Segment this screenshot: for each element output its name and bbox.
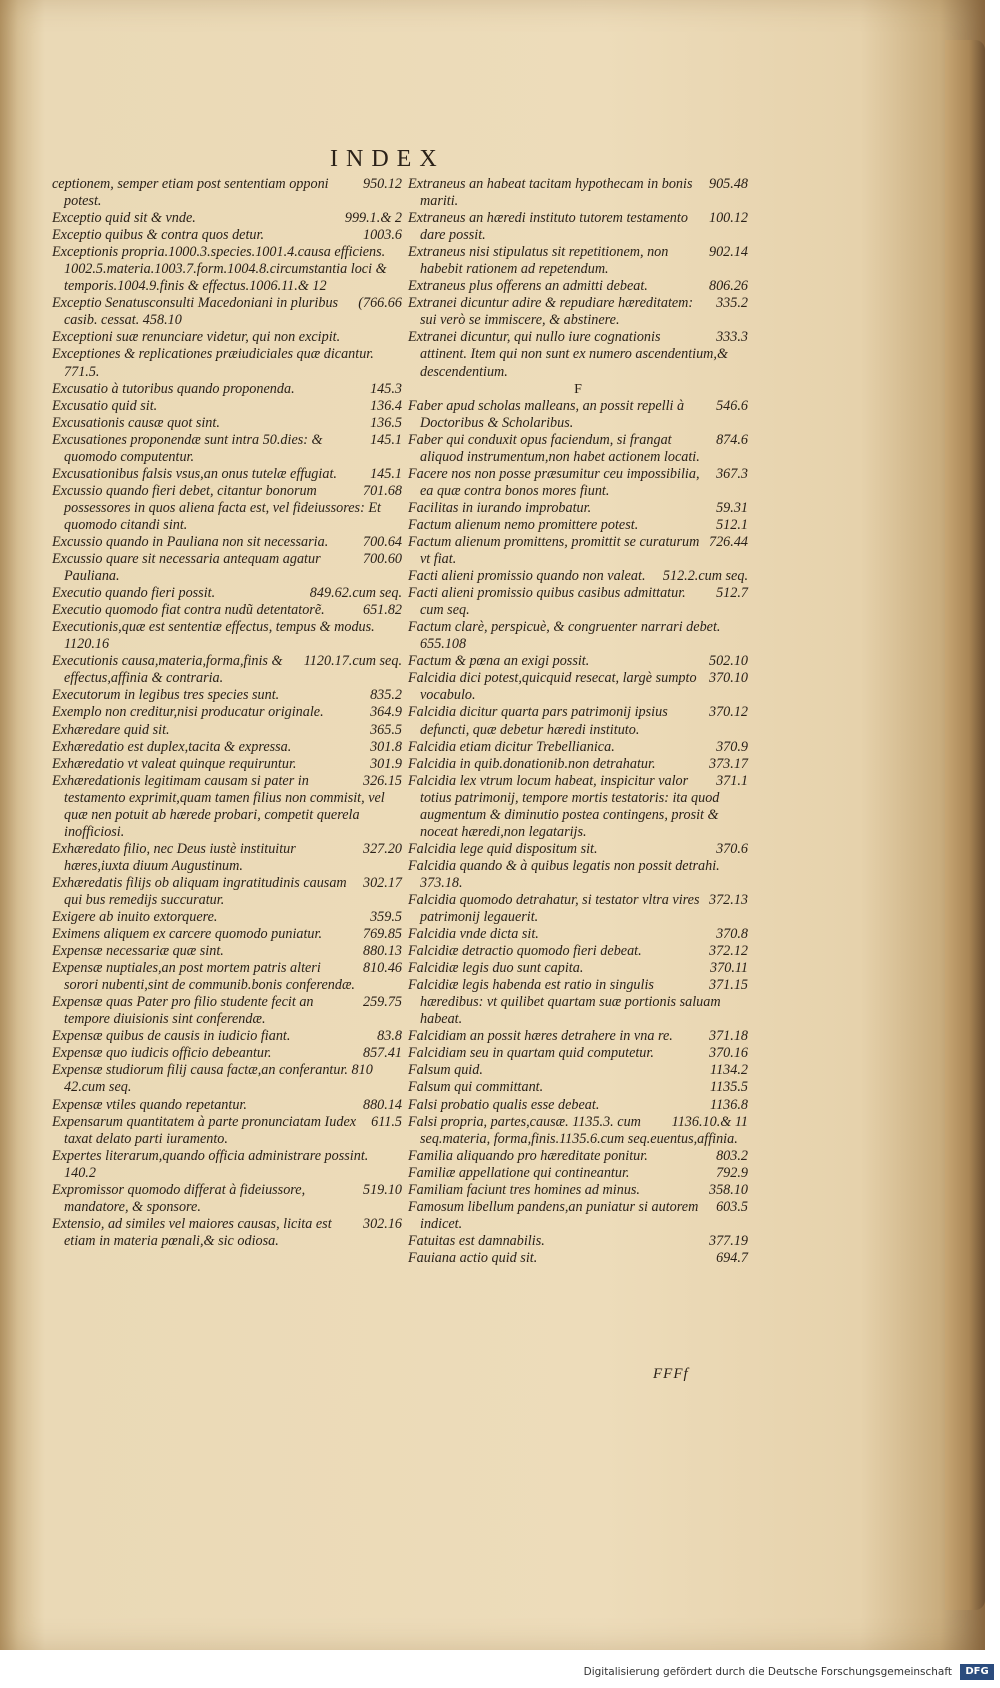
index-entry — [52, 1182, 402, 1216]
index-entry-text: Expensæ quas Pater pro filio studente fecit an tempore diuisionis sint conferendæ. — [52, 994, 314, 1028]
index-entry — [408, 1148, 748, 1165]
index-entry-reference: 335.2 — [716, 295, 748, 312]
index-entry — [52, 381, 402, 398]
index-entry-text: Exceptio quid sit & vnde. — [52, 210, 196, 227]
index-entry-text: Falsum quid. — [408, 1062, 483, 1079]
index-entry — [52, 1028, 402, 1045]
index-entry-text: Falsi propria, partes,causæ. 1135.3. cum seq.materia, forma,finis.1135.6.cum seq.euentus,affinia. — [408, 1113, 738, 1147]
index-entry-text: Extraneus nisi stipulatus sit repetitionem, non habebit rationem ad repetendum. — [408, 244, 669, 278]
index-entry-reference: 611.5 — [371, 1113, 402, 1130]
index-entry — [52, 909, 402, 926]
index-entry-reference: 769.85 — [362, 926, 402, 943]
index-entry — [408, 466, 748, 500]
index-entry-text: Falcidia lege quid dispositum sit. — [408, 840, 598, 857]
index-letter-heading: F — [574, 381, 582, 397]
index-entry-text: Expensæ quibus de causis in iudicio fiant. — [52, 1028, 291, 1045]
index-entry-reference: 902.14 — [708, 244, 748, 261]
index-entry — [408, 841, 748, 858]
index-entry — [52, 739, 402, 756]
index-entry-reference: 810.46 — [362, 960, 402, 977]
index-entry-text: Excusatio quid sit. — [52, 397, 158, 414]
index-entry-text: Extranei dicuntur, qui nullo iure cognationis attinent. Item qui non sunt ex numero ascendentium,& descendentium. — [408, 329, 728, 380]
index-entry — [408, 534, 748, 568]
index-entry-reference: 136.4 — [370, 397, 402, 414]
index-entry-reference: 726.44 — [708, 533, 748, 550]
index-entry-text: Falcidia dicitur quarta pars patrimonij ipsius defuncti, quæ debetur hæredi instituto. — [408, 704, 668, 738]
index-entry — [52, 432, 402, 466]
index-entry-reference: 365.5 — [370, 721, 402, 738]
index-entry — [408, 1199, 748, 1233]
page-title: INDEX — [330, 146, 445, 172]
index-entry-reference: 603.5 — [716, 1198, 748, 1215]
index-entry-text: Excussio quando in Pauliana non sit necessaria. — [52, 533, 329, 550]
index-entry — [52, 722, 402, 739]
index-entry-reference: 145.3 — [370, 380, 402, 397]
index-entry — [52, 841, 402, 875]
index-entry-reference: 857.41 — [362, 1045, 402, 1062]
index-entry-text: Fatuitas est damnabilis. — [408, 1232, 545, 1249]
index-entry-text: Extraneus an habeat tacitam hypothecam in bonis mariti. — [408, 176, 693, 210]
index-entry-reference: 1136.8 — [710, 1096, 748, 1113]
index-entry-text: Extraneus an hæredi instituto tutorem testamento dare possit. — [408, 210, 688, 244]
index-entry-reference: 372.13 — [708, 891, 748, 908]
index-entry-reference: 364.9 — [370, 704, 402, 721]
index-entry-reference: 371.18 — [708, 1028, 748, 1045]
index-entry-reference: 999.1.& 2 — [344, 210, 402, 227]
index-entry — [52, 466, 402, 483]
index-entry-text: Exhæredatis filijs ob aliquam ingratitudinis causam qui bus remedijs succuratur. — [52, 874, 347, 908]
index-entry — [52, 398, 402, 415]
index-entry-text: Exceptio Senatusconsulti Macedoniani in pluribus casib. cessat. 458.10 — [52, 295, 339, 329]
index-entry-reference: 694.7 — [716, 1249, 748, 1266]
index-entry — [408, 1062, 748, 1079]
index-entry-text: Expensæ nuptiales,an post mortem patris alteri sorori nubenti,sint de communib.bonis conferendæ. — [52, 960, 355, 994]
index-entry-reference: 370.11 — [710, 960, 748, 977]
index-entry-text: Faber qui conduxit opus faciendum, si frangat aliquod instrumentum,non habet actionem locati. — [408, 431, 700, 465]
index-entry-reference: 370.12 — [708, 704, 748, 721]
index-entry-reference: 377.19 — [708, 1232, 748, 1249]
index-entry — [52, 1045, 402, 1062]
footer-credit: Digitalisierung gefördert durch die Deutsche Forschungsgemeinschaft — [583, 1666, 952, 1678]
index-entry-reference: 950.12 — [362, 176, 402, 192]
index-entry — [52, 943, 402, 960]
index-entry — [408, 517, 748, 534]
index-entry — [408, 670, 748, 704]
index-entry — [52, 875, 402, 909]
index-entry — [408, 960, 748, 977]
index-entry — [52, 176, 402, 210]
index-entry — [52, 687, 402, 704]
index-entry-text: Excussio quando fieri debet, citantur bonorum possessores in quos aliena facta est, vel fideiussores: Et quomodo citandi sint. — [52, 482, 381, 533]
index-entry-reference: 512.7 — [716, 585, 748, 602]
index-entry-text: Expromissor quomodo differat à fideiussore, mandatore, & sponsore. — [52, 1181, 306, 1215]
index-entry — [52, 415, 402, 432]
index-entry-text: Facere nos non posse præsumitur ceu impossibilia, ea quæ contra bonos mores fiunt. — [408, 465, 700, 499]
index-entry — [408, 1079, 748, 1096]
index-entry-reference: 367.3 — [716, 465, 748, 482]
index-entry-reference: 259.75 — [362, 994, 402, 1011]
index-entry-text: Eximens aliquem ex carcere quomodo puniatur. — [52, 926, 323, 943]
index-entry — [52, 1097, 402, 1114]
index-entry-text: Falcidia lex vtrum locum habeat, inspicitur valor totius patrimonij, tempore mortis testatoris: ita quod augmentum & diminutio postea contingens, prosit & noceat hæredi,non legatarijs. — [408, 772, 720, 840]
index-entry-text: Falcidiæ legis habenda est ratio in singulis hæredibus: vt quilibet quartam suæ portionis saluam habeat. — [408, 977, 721, 1028]
index-entry-text: Factum & pœna an exigi possit. — [408, 653, 590, 670]
index-entry — [52, 926, 402, 943]
index-entry-reference: 370.9 — [716, 738, 748, 755]
dfg-logo: DFG — [960, 1664, 994, 1680]
index-entry — [408, 176, 748, 210]
index-entry-reference: 302.17 — [362, 874, 402, 891]
index-entry-text: Falcidia vnde dicta sit. — [408, 926, 539, 943]
index-entry-text: Expensæ necessariæ quæ sint. — [52, 943, 224, 960]
index-entry-reference: 880.14 — [362, 1096, 402, 1113]
index-entry-reference: 512.2.cum seq. — [662, 568, 748, 585]
footer — [0, 1652, 1000, 1688]
index-entry-reference: 880.13 — [362, 943, 402, 960]
index-entry-text: Exhæredationis legitimam causam si pater in testamento exprimit,quam tamen filius non commisit, vel quæ nen potuit ab hærede probari, competit querela inofficiosi. — [52, 772, 385, 840]
index-entry-reference: 1120.17.cum seq. — [303, 653, 402, 670]
index-entry-text: Exemplo non creditur,nisi producatur originale. — [52, 704, 324, 721]
index-entry-text: Expensæ vtiles quando repetantur. — [52, 1096, 247, 1113]
index-entry-text: Executionis causa,materia,forma,finis & effectus,affinia & contraria. — [52, 653, 283, 687]
index-entry-reference: 100.12 — [708, 210, 748, 227]
index-entry-text: Executio quando fieri possit. — [52, 585, 216, 602]
index-entry — [408, 892, 748, 926]
index-entry — [52, 346, 402, 380]
index-entry — [408, 977, 748, 1028]
index-entry-text: Familiæ appellatione qui contineantur. — [408, 1164, 630, 1181]
index-entry-text: Falsum qui committant. — [408, 1079, 544, 1096]
index-entry-text: Excusationibus falsis vsus,an onus tutelæ effugiat. — [52, 465, 337, 482]
index-entry-reference: 1134.2 — [710, 1062, 748, 1079]
index-entry-reference: 370.10 — [708, 670, 748, 687]
index-entry-text: Falcidiam an possit hæres detrahere in vna re. — [408, 1028, 673, 1045]
index-entry-reference: 651.82 — [362, 602, 402, 619]
index-entry — [52, 756, 402, 773]
index-entry-text: Familiam faciunt tres homines ad minus. — [408, 1181, 640, 1198]
index-entry — [408, 585, 748, 619]
index-entry-text: Exceptioni suæ renunciare videtur, qui non excipit. — [52, 329, 341, 346]
index-entry — [52, 295, 402, 329]
index-entry — [408, 619, 748, 653]
index-entry — [408, 210, 748, 244]
index-entry-text: Exhæredatio est duplex,tacita & expressa. — [52, 738, 292, 755]
index-entry — [52, 1062, 402, 1096]
index-entry — [52, 210, 402, 227]
index-entry-text: Faber apud scholas malleans, an possit repelli à Doctoribus & Scholaribus. — [408, 397, 685, 431]
index-entry — [52, 994, 402, 1028]
index-entry — [408, 858, 748, 892]
index-entry-reference: 519.10 — [362, 1181, 402, 1198]
index-entry — [52, 602, 402, 619]
index-entry-text: Factum clarè, perspicuè, & congruenter narrari debet. 655.108 — [408, 619, 721, 653]
index-entry-reference: 905.48 — [708, 176, 748, 192]
index-entry-text: Extraneus plus offerens an admitti debeat. — [408, 278, 648, 295]
index-entry-reference: 701.68 — [362, 482, 402, 499]
index-entry-text: Executionis,quæ est sententiæ effectus, tempus & modus. 1120.16 — [52, 619, 375, 653]
index-entry-text: Exceptio quibus & contra quos detur. — [52, 227, 265, 244]
index-entry-reference: 849.62.cum seq. — [309, 585, 402, 602]
index-entry-reference: 370.6 — [716, 840, 748, 857]
index-entry-text: Excusationes proponendæ sunt intra 50.dies: & quomodo computentur. — [52, 431, 323, 465]
index-entry-reference: 1136.10.& 11 — [671, 1113, 748, 1130]
index-entry-text: Expensarum quantitatem à parte pronunciatam Iudex taxat delato parti iuramento. — [52, 1113, 357, 1147]
index-entry-reference: 803.2 — [716, 1147, 748, 1164]
index-entry — [408, 1028, 748, 1045]
index-entry-text: Exceptionis propria.1000.3.species.1001.4.causa efficiens. 1002.5.materia.1003.7.form.1004.8.circumstantia loci & temporis.1004.9.finis & effectus.1006.11.& 12 — [52, 244, 387, 295]
index-entry-text: Falcidiam seu in quartam quid computetur. — [408, 1045, 654, 1062]
index-entry-text: Excussio quare sit necessaria antequam agatur Pauliana. — [52, 551, 321, 585]
index-entry — [408, 756, 748, 773]
index-entry-reference: 874.6 — [716, 431, 748, 448]
index-entry — [408, 1165, 748, 1182]
index-entry-text: Expensæ studiorum filij causa factæ,an conferantur. 810 42.cum seq. — [52, 1062, 373, 1096]
page-edge — [945, 40, 985, 1610]
index-entry-text: Falcidia quomodo detrahatur, si testator vltra vires patrimonij legauerit. — [408, 891, 700, 926]
index-entry — [408, 943, 748, 960]
index-entry-text: Factum alienum nemo promittere potest. — [408, 516, 639, 533]
index-entry — [52, 585, 402, 602]
index-entry-text: Expertes literarum,quando officia administrare possint. 140.2 — [52, 1147, 369, 1181]
signature-mark: FFFf — [653, 1366, 689, 1382]
index-entry-text: Falcidia quando & à quibus legatis non possit detrahi. 373.18. — [408, 857, 720, 891]
index-column-right — [408, 176, 748, 1267]
index-entry-text: Famosum libellum pandens,an puniatur si autorem indicet. — [408, 1198, 699, 1232]
index-entry — [52, 483, 402, 534]
index-entry — [408, 1233, 748, 1250]
index-entry-text: Extensio, ad similes vel maiores causas, licita est etiam in materia pœnali,& sic odiosa. — [52, 1215, 332, 1249]
index-entry-text: Falcidiæ legis duo sunt capita. — [408, 960, 584, 977]
index-entry — [52, 1114, 402, 1148]
index-entry-reference: 371.1 — [716, 772, 748, 789]
index-entry-text: Executorum in legibus tres species sunt. — [52, 687, 280, 704]
index-entry-reference: 792.9 — [716, 1164, 748, 1181]
index-entry-reference: 512.1 — [716, 516, 748, 533]
index-entry-reference: 326.15 — [362, 772, 402, 789]
index-entry-reference: 806.26 — [708, 278, 748, 295]
index-entry-text: Excusationis causæ quot sint. — [52, 414, 220, 431]
index-entry — [52, 773, 402, 841]
index-entry-text: Facti alieni promissio quando non valeat. — [408, 568, 646, 585]
index-entry-reference: 145.1 — [370, 431, 402, 448]
index-entry-text: Exhæredare quid sit. — [52, 721, 170, 738]
index-entry — [408, 500, 748, 517]
index-entry-reference: 358.10 — [708, 1181, 748, 1198]
index-entry — [52, 619, 402, 653]
index-entry — [52, 244, 402, 295]
index-entry-reference: 370.8 — [716, 926, 748, 943]
index-entry-reference: 301.9 — [370, 755, 402, 772]
index-entry-reference: 83.8 — [377, 1028, 402, 1045]
index-entry-reference: 700.64 — [362, 533, 402, 550]
index-entry-reference: 835.2 — [370, 687, 402, 704]
index-entry — [52, 704, 402, 721]
index-entry — [408, 926, 748, 943]
index-entry — [408, 1045, 748, 1062]
index-entry — [408, 398, 748, 432]
index-entry-reference: 145.1 — [370, 465, 402, 482]
index-entry-reference: 327.20 — [362, 840, 402, 857]
index-entry — [408, 1182, 748, 1199]
index-entry — [408, 1250, 748, 1267]
index-entry-text: Fauiana actio quid sit. — [408, 1249, 538, 1266]
index-entry-text: Factum alienum promittens, promittit se curaturum vt fiat. — [408, 533, 700, 568]
index-entry-text: Facti alieni promissio quibus casibus admittatur. cum seq. — [408, 585, 686, 619]
index-entry-text: Executio quomodo fiat contra nudũ detentatorẽ. — [52, 602, 325, 619]
index-entry-reference: 700.60 — [362, 551, 402, 568]
index-entry-text: Exhæredato filio, nec Deus iustè instituitur hæres,iuxta diuum Augustinum. — [52, 840, 296, 874]
index-entry-reference: 546.6 — [716, 397, 748, 414]
index-entry — [52, 1216, 402, 1250]
index-entry-text: Exceptiones & replicationes præiudiciales quæ dicantur. 771.5. — [52, 346, 374, 380]
index-entry-text: Falcidiæ detractio quomodo fieri debeat. — [408, 943, 642, 960]
index-entry-reference: 59.31 — [716, 499, 748, 516]
index-entry — [408, 432, 748, 466]
index-entry-reference: 136.5 — [370, 414, 402, 431]
index-entry — [52, 534, 402, 551]
index-entry — [52, 227, 402, 244]
index-entry-text: ceptionem, semper etiam post sententiam opponi potest. — [52, 176, 329, 210]
index-entry — [408, 773, 748, 841]
index-entry-reference: 1135.5 — [710, 1079, 748, 1096]
index-entry-reference: (766.66 — [358, 295, 402, 312]
index-entry-text: Excusatio à tutoribus quando proponenda. — [52, 380, 295, 397]
index-entry — [52, 329, 402, 346]
index-entry — [408, 653, 748, 670]
index-entry — [408, 295, 748, 329]
index-entry-reference: 373.17 — [708, 755, 748, 772]
index-entry-reference: 333.3 — [716, 329, 748, 346]
index-entry-reference: 302.16 — [362, 1215, 402, 1232]
index-entry-text: Falcidia dici potest,quicquid resecat, largè sumpto vocabulo. — [408, 670, 697, 704]
index-entry-reference: 371.15 — [708, 977, 748, 994]
index-entry-reference: 370.16 — [708, 1045, 748, 1062]
index-column-left — [52, 176, 402, 1250]
index-entry — [408, 739, 748, 756]
index-entry-reference: 301.8 — [370, 738, 402, 755]
index-entry — [408, 244, 748, 278]
index-entry — [408, 329, 748, 380]
index-entry-text: Exhæredatio vt valeat quinque requiruntur. — [52, 755, 297, 772]
index-entry — [408, 1114, 748, 1148]
index-entry-reference: 1003.6 — [362, 227, 402, 244]
index-entry — [408, 704, 748, 738]
index-entry-text: Falsi probatio qualis esse debeat. — [408, 1096, 600, 1113]
index-entry-text: Facilitas in iurando improbatur. — [408, 499, 592, 516]
index-entry — [52, 960, 402, 994]
index-entry-text: Familia aliquando pro hæreditate ponitur. — [408, 1147, 648, 1164]
index-entry-text: Exigere ab inuito extorquere. — [52, 909, 218, 926]
index-entry — [52, 653, 402, 687]
index-entry — [52, 1148, 402, 1182]
index-entry — [52, 551, 402, 585]
index-entry — [408, 568, 748, 585]
index-entry-text: Expensæ quo iudicis officio debeantur. — [52, 1045, 272, 1062]
index-entry — [408, 278, 748, 295]
index-entry-reference: 502.10 — [708, 653, 748, 670]
index-entry — [408, 1097, 748, 1114]
index-entry-reference: 359.5 — [370, 909, 402, 926]
index-entry-text: Extranei dicuntur adire & repudiare hæreditatem: sui verò se immiscere, & abstinere. — [408, 295, 694, 329]
index-entry-text: Falcidia etiam dicitur Trebellianica. — [408, 738, 615, 755]
index-entry-reference: 372.12 — [708, 943, 748, 960]
index-entry-text: Falcidia in quib.donationib.non detrahatur. — [408, 755, 656, 772]
